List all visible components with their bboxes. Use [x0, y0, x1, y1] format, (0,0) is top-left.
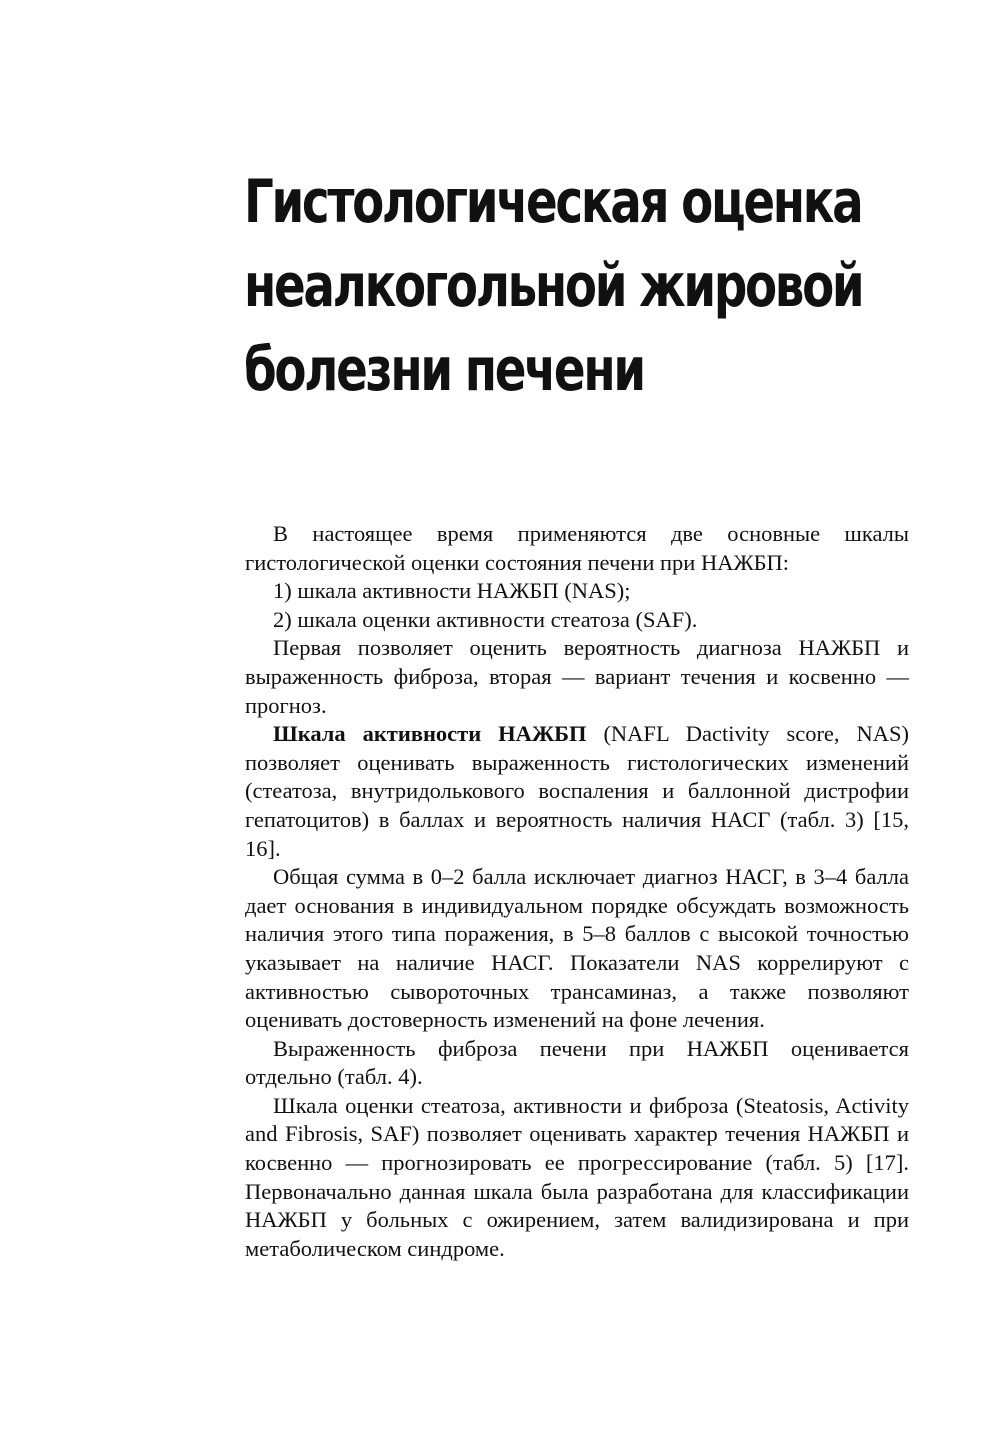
- paragraph-intro: В настоящее время применяются две основные шкалы гистологической оценки состояния печени при НАЖБП:: [245, 521, 909, 575]
- list-item-saf: 2) шкала оценки активности стеатоза (SAF).: [273, 606, 698, 632]
- chapter-title: [244, 160, 863, 412]
- chapter-title-line-3: болезни печени: [244, 335, 644, 405]
- nas-heading-bold: Шкала активности НАЖБП: [273, 721, 587, 747]
- chapter-title-line-2: неалкогольной жировой: [244, 251, 863, 321]
- body-text: [245, 520, 909, 1263]
- paragraph-nas-description: [245, 720, 909, 863]
- chapter-title-line-1: Гистологическая оценка: [244, 167, 862, 237]
- list-item-nas: 1) шкала активности НАЖБП (NAS);: [273, 578, 631, 604]
- paragraph-fibrosis: Выраженность фиброза печени при НАЖБП оценивается отдельно (табл. 4).: [245, 1035, 909, 1090]
- paragraph-score-interpretation: Общая сумма в 0–2 балла исключает диагноз НАСГ, в 3–4 балла дает основания в индивидуальном порядке обсуждать возможность наличия этого типа поражения, в 5–8 баллов с высокой точностью указывает на наличие НАСГ. Показатели NAS коррелируют с активностью сывороточных трансаминаз, а также позволяют оценивать достоверность изменений на фоне лечения.: [245, 864, 909, 1033]
- nas-description-text: (NAFL Dactivity score, NAS) позволяет оценивать выраженность гистологических изменений (стеатоза, внутридолькового воспаления и баллонной дистрофии гепатоцитов) в баллах и вероятность наличия НАСГ (табл. 3) [15, 16].: [245, 721, 909, 861]
- paragraph-comparison: Первая позволяет оценить вероятность диагноза НАЖБП и выраженность фиброза, вторая — вариант течения и косвенно — прогноз.: [245, 635, 909, 718]
- paragraph-saf-description: Шкала оценки стеатоза, активности и фиброза (Steatosis, Activity and Fibrosis, SAF) позволяет оценивать характер течения НАЖБП и косвенно — прогнозировать ее прогрессирование (табл. 5) [17]. Первоначально данная шкала была разработана для классификации НАЖБП у больных с ожирением, затем валидизирована и при метаболическом синдроме.: [245, 1092, 909, 1261]
